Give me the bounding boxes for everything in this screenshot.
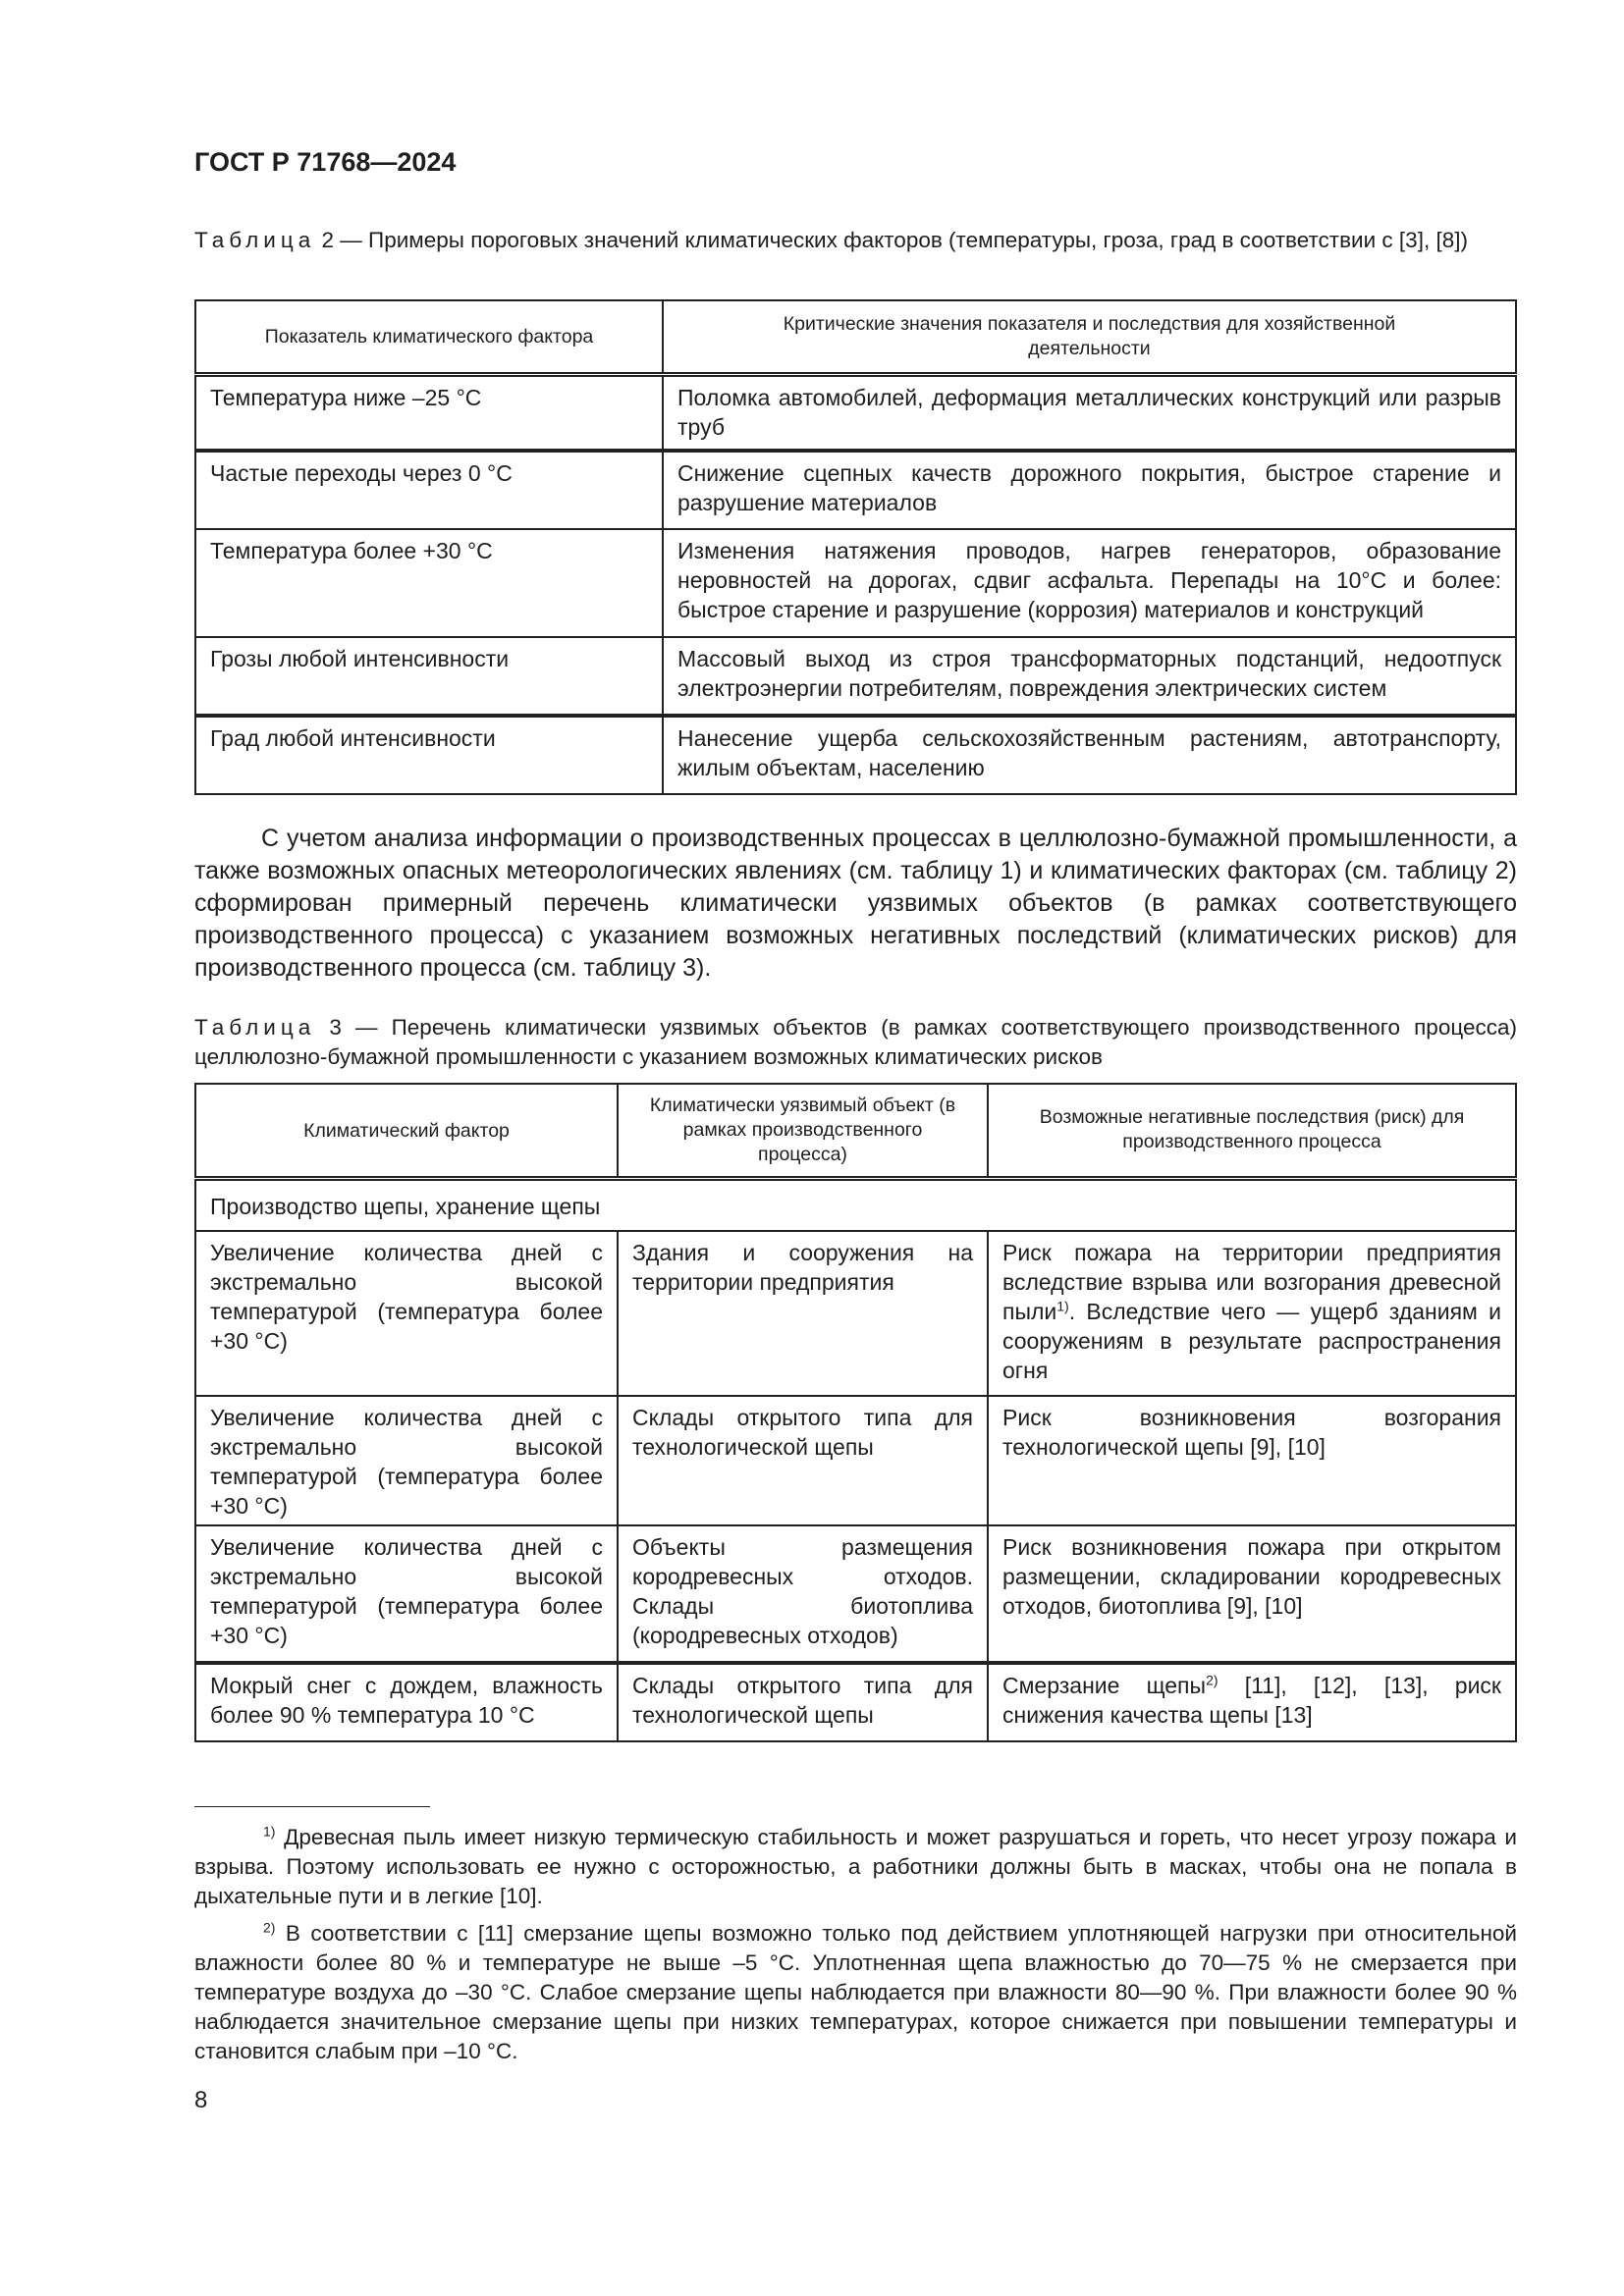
table-row	[195, 637, 1516, 716]
table3-col-header: Климатический фактор	[195, 1084, 618, 1178]
risk-text: Риск пожара на территории предприятия вследствие взрыва или возгорания древесной пыли	[1002, 1240, 1501, 1324]
table-cell: Град любой интенсивности	[195, 716, 663, 794]
footnote	[194, 1823, 1517, 1911]
table-cell: Риск возникновения возгорания технологической щепы [9], [10]	[988, 1396, 1516, 1525]
table-section-row	[195, 1178, 1516, 1231]
table2	[194, 299, 1517, 795]
table2-caption	[194, 226, 1517, 255]
table-cell: Поломка автомобилей, деформация металлических конструкций или разрыв труб	[663, 374, 1516, 451]
table-cell: Температура ниже –25 °С	[195, 374, 663, 451]
footnote-ref[interactable]: 2)	[1206, 1672, 1218, 1688]
table-cell: Увеличение количества дней с экстремально высокой температурой (температура более +30 °С)	[195, 1525, 618, 1663]
table-cell: Частые переходы через 0 °С	[195, 451, 663, 529]
table-row	[195, 1231, 1516, 1396]
table-cell	[988, 1663, 1516, 1741]
table-cell: Увеличение количества дней с экстремально высокой температурой (температура более +30 °С)	[195, 1231, 618, 1396]
table-row	[195, 1663, 1516, 1741]
risk-text: Смерзание щепы	[1002, 1673, 1207, 1698]
risk-text: [11], [12], [13], риск снижения качества щепы [13]	[1002, 1673, 1501, 1728]
table-row	[195, 716, 1516, 794]
table-row	[195, 1396, 1516, 1525]
table-cell: Объекты размещения кородревесных отходов. Склады биотоплива (кородревесных отходов)	[618, 1525, 988, 1663]
table-cell: Изменения натяжения проводов, нагрев генераторов, образование неровностей на дорогах, сдвиг асфальта. Перепады на 10°С и более: быстрое старение и разрушение (коррозия) материалов и конструкций	[663, 529, 1516, 637]
footnote-divider	[194, 1806, 430, 1807]
table-cell: Склады открытого типа для технологической щепы	[618, 1396, 988, 1525]
table-row	[195, 374, 1516, 451]
table-cell: Увеличение количества дней с экстремально высокой температурой (температура более +30 °С)	[195, 1396, 618, 1525]
table3	[194, 1083, 1517, 1742]
table-cell: Риск возникновения пожара при открытом размещении, складировании кородревесных отходов, биотоплива [9], [10]	[988, 1525, 1516, 1663]
page-number: 8	[194, 2087, 208, 2113]
caption-text: 3 — Перечень климатически уязвимых объектов (в рамках соответствующего производственного процесса) целлюлозно-бумажной промышленности с указанием возможных климатических рисков	[194, 1015, 1517, 1069]
table-row	[195, 1525, 1516, 1663]
caption-text: 2 — Примеры пороговых значений климатических факторов (температуры, гроза, град в соответствии с [3], [8])	[321, 228, 1468, 252]
table-cell: Нанесение ущерба сельскохозяйственным растениям, автотранспорту, жилым объектам, населению	[663, 716, 1516, 794]
footnote-mark: 1)	[263, 1823, 276, 1840]
risk-text: . Вследствие чего — ущерб зданиям и сооружениям в результате распространения огня	[1002, 1299, 1501, 1383]
caption-label: Таблица	[194, 228, 316, 252]
table-cell: Температура более +30 °С	[195, 529, 663, 637]
table-cell	[988, 1231, 1516, 1396]
document-header: ГОСТ Р 71768—2024	[194, 147, 457, 177]
caption-label: Таблица	[194, 1015, 316, 1040]
footnote-mark: 2)	[263, 1919, 276, 1936]
footnote	[194, 1919, 1517, 2066]
table-cell: Снижение сцепных качеств дорожного покрытия, быстрое старение и разрушение материалов	[663, 451, 1516, 529]
table-cell: Мокрый снег с дождем, влажность более 90 % температура 10 °С	[195, 1663, 618, 1741]
table3-caption	[194, 1013, 1517, 1072]
table-row	[195, 529, 1516, 637]
table2-col-header: Критические значения показателя и последствия для хозяйственной деятельности	[663, 300, 1516, 374]
table-cell: Грозы любой интенсивности	[195, 637, 663, 716]
table3-col-header: Возможные негативные последствия (риск) для производственного процесса	[988, 1084, 1516, 1178]
table-cell: Здания и сооружения на территории предприятия	[618, 1231, 988, 1396]
section-cell: Производство щепы, хранение щепы	[195, 1178, 1516, 1231]
body-paragraph: С учетом анализа информации о производственных процессах в целлюлозно-бумажной промышленности, а также возможных опасных метеорологических явлениях (см. таблицу 1) и климатических факторах (см. таблицу 2) сформирован примерный перечень климатически уязвимых объектов (в рамках соответствующего производственного процесса) с указанием возможных негативных последствий (климатических рисков) для производственного процесса (см. таблицу 3).	[194, 825, 1517, 982]
table-cell: Склады открытого типа для технологической щепы	[618, 1663, 988, 1741]
footnote-ref[interactable]: 1)	[1056, 1298, 1069, 1314]
table-cell: Массовый выход из строя трансформаторных подстанций, недоотпуск электроэнергии потребителям, повреждения электрических систем	[663, 637, 1516, 716]
footnote-text: Древесная пыль имеет низкую термическую стабильность и может разрушаться и гореть, что несет угрозу пожара и взрыва. Поэтому использовать ее нужно с осторожностью, а работники должны быть в масках, чтобы она не попала в дыхательные пути и в легкие [10].	[194, 1825, 1517, 1908]
table-row	[195, 451, 1516, 529]
footnote-text: В соответствии с [11] смерзание щепы возможно только под действием уплотняющей нагрузки при относительной влажности более 80 % и температуре не выше –5 °С. Уплотненная щепа влажностью до 70—75 % не смерзается при температуре воздуха до –30 °С. Слабое смерзание щепы наблюдается при влажности 80—90 %. При влажности более 90 % наблюдается значительное смерзание щепы при низких температурах, которое снижается при повышении температуры и становится слабым при –10 °С.	[194, 1921, 1517, 2063]
table3-col-header: Климатически уязвимый объект (в рамках производственного процесса)	[618, 1084, 988, 1178]
table2-col-header: Показатель климатического фактора	[195, 300, 663, 374]
